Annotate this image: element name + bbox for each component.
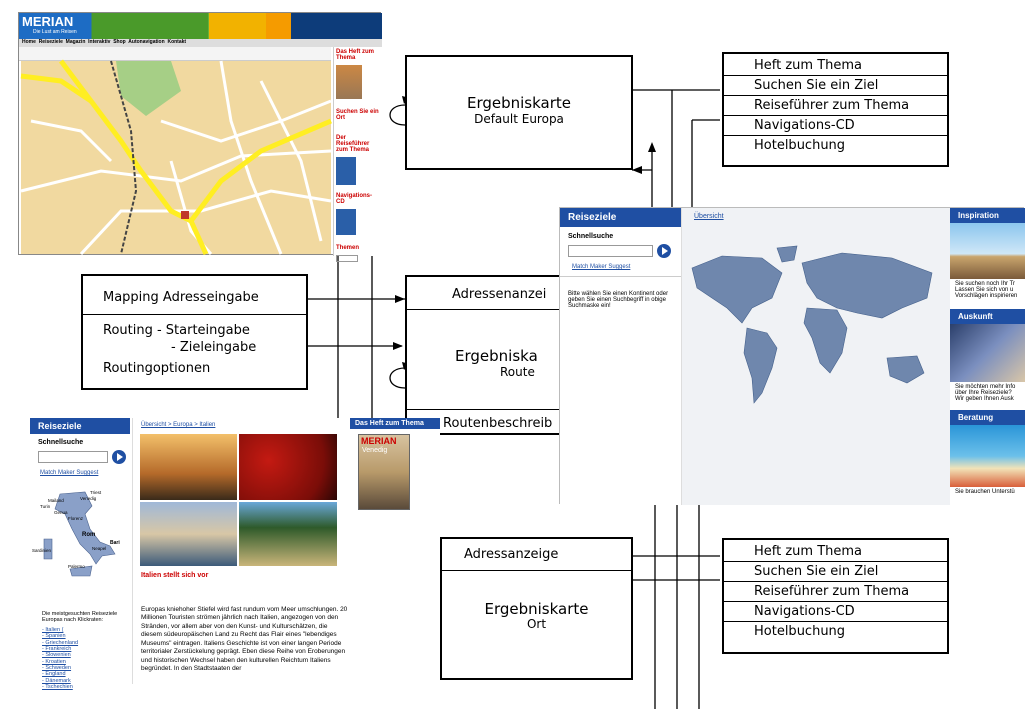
merian-sidebar [333, 47, 382, 256]
auskunft-title: Auskunft [950, 309, 1025, 324]
world-right-panel [950, 208, 1025, 505]
merian-nav [19, 39, 382, 47]
list-top [722, 52, 949, 167]
world-continents-map[interactable] [682, 238, 950, 438]
italy-top-item[interactable]: - Tschechien [42, 683, 73, 690]
italy-reiseziele-title: Reiseziele [30, 418, 130, 434]
world-breadcrumb[interactable]: Übersicht [694, 213, 724, 220]
city-florenz[interactable]: Florenz [68, 516, 84, 521]
street-map[interactable] [21, 61, 331, 254]
list-bottom-item-navcd[interactable]: Navigations-CD [724, 602, 947, 622]
city-triest[interactable]: Triest [90, 490, 102, 495]
nav-item-autonavigation[interactable]: Autonavigation [128, 39, 165, 45]
italy-search-input[interactable] [38, 451, 108, 463]
italy-top-list [42, 627, 130, 690]
heft-cover-thumb[interactable] [336, 65, 362, 99]
inspiration-photo[interactable] [950, 223, 1025, 279]
nav-item-magazin[interactable]: Magazin [65, 39, 86, 45]
city-palermo[interactable]: Palermo [68, 564, 85, 569]
world-left-panel [560, 208, 682, 505]
italy-photo-harbour[interactable] [140, 502, 237, 566]
list-top-item-reisefuehrer[interactable]: Reiseführer zum Thema [724, 96, 947, 116]
italy-photo-cypress[interactable] [239, 502, 337, 566]
ort-header-divider [442, 570, 631, 571]
box-ergebniskarte-europa [405, 55, 633, 170]
nav-item-kontakt[interactable]: Kontakt [167, 39, 187, 45]
list-bottom-item-heft[interactable]: Heft zum Thema [724, 542, 947, 562]
merian-header [19, 13, 382, 39]
cover-title: Venedig [362, 447, 388, 454]
ort-box-subtitle: Ort [526, 617, 547, 631]
italy-top-item[interactable]: - Dänemark [42, 677, 71, 684]
auskunft-photo[interactable] [950, 324, 1025, 382]
route-box-footer: Routenbeschreib [443, 416, 553, 431]
italy-top-item[interactable]: - Italien ( [42, 627, 64, 633]
side-ort-title: Suchen Sie ein Ort [336, 109, 379, 121]
italy-top-item[interactable]: - Kroatien [42, 658, 66, 665]
merian-slogan: Die Lust am Reisen [33, 29, 77, 35]
world-reiseziele-title: Reiseziele [560, 208, 681, 227]
heft-title: Das Heft zum Thema [350, 418, 440, 429]
list-top-item-ziel[interactable]: Suchen Sie ein Ziel [724, 76, 947, 96]
italy-left-panel [30, 418, 130, 690]
merian-map-screenshot [18, 12, 381, 255]
italy-top-item[interactable]: - England [42, 671, 66, 678]
nav-item-interaktiv[interactable]: Interaktiv [88, 39, 111, 45]
italy-match-maker-link[interactable]: Match Maker Suggest [40, 470, 99, 476]
beratung-title: Beratung [950, 410, 1025, 425]
italy-list-title: Die meistgesuchten Reiseziele Europas nach Klickraten: [42, 611, 118, 623]
list-bottom-item-hotel[interactable]: Hotelbuchung [754, 624, 846, 639]
map-drawing [21, 61, 331, 254]
side-themen-title: Themen [336, 245, 360, 251]
route-box-subtitle: Route [500, 365, 535, 379]
routing-options-label: Routingoptionen [103, 361, 211, 376]
ort-box-title: Ergebniskarte [484, 600, 589, 618]
map-toolbar [19, 47, 331, 61]
box-ergebniskarte-ort [440, 537, 633, 680]
italy-heading: Italien stellt sich vor [141, 572, 209, 579]
routing-start-label: Routing - Starteingabe [103, 323, 250, 338]
beratung-photo[interactable] [950, 425, 1025, 487]
venedig-cover[interactable] [358, 434, 410, 510]
route-box-header: Adressenanzei [452, 287, 547, 302]
mapping-label: Mapping Adresseingabe [103, 290, 259, 305]
route-footer-divider [407, 409, 563, 410]
city-bari[interactable]: Bari [110, 540, 120, 546]
reiseziele-world-screenshot [559, 207, 1024, 504]
list-top-item-heft[interactable]: Heft zum Thema [724, 56, 947, 76]
reiseziele-italien-screenshot [30, 418, 350, 690]
list-top-item-navcd[interactable]: Navigations-CD [724, 116, 947, 136]
italy-top-item[interactable]: - Griechenland [42, 639, 79, 646]
inspiration-text: Sie suchen noch Ihr Tr Lassen Sie sich von u Vorschlägen inspirieren [955, 281, 1018, 299]
world-search-label: Schnellsuche [568, 233, 614, 240]
city-mailand[interactable]: Mailand [48, 498, 64, 503]
italy-top-item[interactable]: - Spanien [42, 633, 66, 640]
list-top-item-hotel[interactable]: Hotelbuchung [754, 138, 846, 153]
world-hint-divider [560, 276, 681, 277]
box-ergebniskarte-route [405, 275, 565, 435]
italy-map[interactable] [30, 484, 130, 594]
city-rom[interactable]: Rom [82, 532, 96, 538]
routing-ziel-label: - Zieleingabe [171, 340, 257, 355]
auskunft-text: Sie möchten mehr Info über Ihre Reiseziele? Wir geben Ihnen Ausk [955, 384, 1016, 402]
city-venedig[interactable]: Venedig [80, 496, 97, 501]
world-hint-text: Bitte wählen Sie einen Kontinent oder geben Sie einen Suchbegriff in obige Suchmaske ein! [568, 291, 669, 309]
side-heft-title: Das Heft zum Thema [336, 49, 375, 61]
world-map-panel [682, 208, 950, 505]
italy-content [132, 418, 350, 684]
nav-item-home[interactable]: Home [22, 39, 36, 45]
list-bottom-item-reisefuehrer[interactable]: Reiseführer zum Thema [724, 582, 947, 602]
mapping-divider [83, 314, 306, 315]
route-box-title: Ergebniska [455, 347, 538, 365]
italy-photo-colosseum[interactable] [140, 434, 237, 500]
themen-select[interactable] [336, 255, 358, 262]
heft-zum-thema-panel [350, 418, 440, 513]
inspiration-title: Inspiration [950, 208, 1025, 223]
italy-photo-peppers[interactable] [239, 434, 337, 500]
europa-box-subtitle: Default Europa [474, 112, 564, 126]
guide-cover-thumb[interactable] [336, 157, 356, 185]
city-neapel[interactable]: Neapel [92, 546, 107, 551]
italy-top-item[interactable]: - Slowenien [42, 652, 71, 659]
city-sardinien[interactable]: Sardinien [32, 548, 52, 553]
side-guide-title: Der Reiseführer zum Thema [336, 135, 370, 153]
italy-search-go-icon[interactable] [112, 450, 126, 464]
city-turin[interactable]: Turin [40, 504, 51, 509]
city-genua[interactable]: Genua [54, 510, 68, 515]
world-search-go-icon[interactable] [657, 244, 671, 258]
italy-search-label: Schnellsuche [38, 439, 84, 446]
navcd-thumb[interactable] [336, 209, 356, 235]
side-navcd-title: Navigations-CD [336, 193, 373, 205]
nav-item-shop[interactable]: Shop [113, 39, 126, 45]
list-bottom-item-ziel[interactable]: Suchen Sie ein Ziel [724, 562, 947, 582]
italy-top-item[interactable]: - Frankreich [42, 645, 72, 652]
italy-body-text: Europas kniehoher Stiefel wird fast rundum vom Meer umschlungen. 20 Millionen Touristen strömen jährlich nach Italien, angezogen von den Stränden, vor allem aber von den Kunst- und Kulturschätzen, die diesem südeuropäischen Land zu Recht das Flair eines "lebendiges Museums" eintragen. Italiens Geschichte ist von einer langen Periode territorialer Zerstückelung geprägt. Eben diese Reihe von Eroberungen und historischen Wechsel haben den kulturellen Reichtum Italiens begründet. In den Stadtstaaten der [141, 606, 348, 673]
route-header-divider [407, 309, 563, 310]
italy-breadcrumb[interactable]: Übersicht > Europa > Italien [141, 422, 216, 428]
italy-top-item[interactable]: - Schweden [42, 664, 72, 671]
beratung-text: Sie brauchen Unterstü [955, 489, 1015, 495]
list-bottom [722, 538, 949, 654]
ort-box-header: Adressanzeige [464, 547, 559, 562]
box-mapping-routing [81, 274, 308, 390]
world-match-maker-link[interactable]: Match Maker Suggest [572, 264, 631, 270]
world-search-input[interactable] [568, 245, 653, 257]
nav-item-reiseziele[interactable]: Reiseziele [38, 39, 63, 45]
merian-logo: MERIAN [22, 14, 74, 29]
cover-brand: MERIAN [361, 436, 397, 446]
europa-box-title: Ergebniskarte [466, 94, 572, 112]
